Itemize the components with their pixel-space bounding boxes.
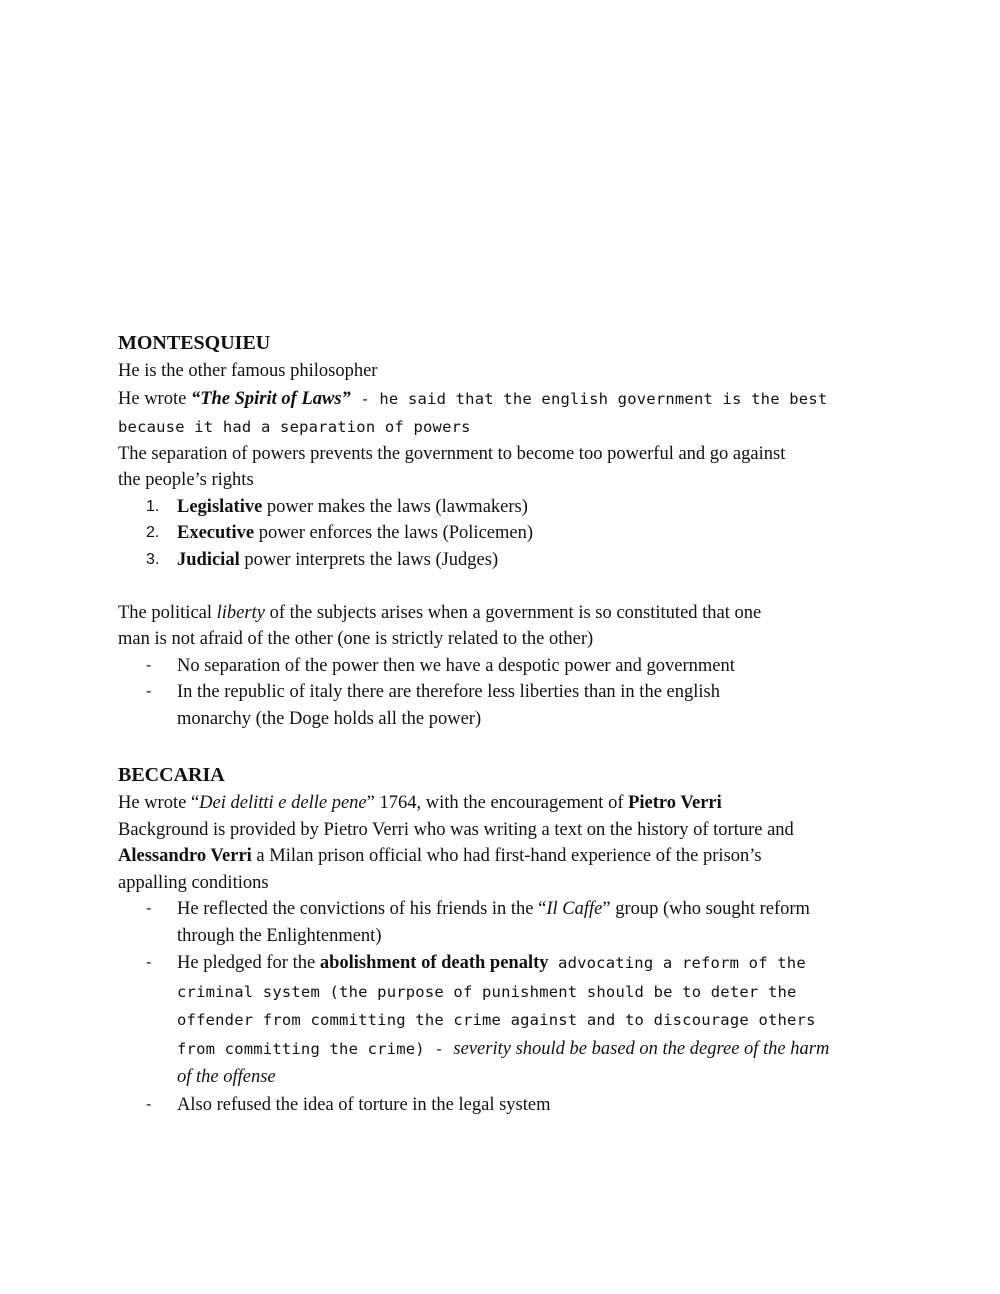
background-text: a Milan prison official who had first-hand experience of the prison’s [251, 846, 762, 866]
powers-list [118, 494, 888, 574]
bullet-mono-4: from committing the crime) - [177, 1039, 454, 1058]
bullet-text: In the republic of italy there are therefore less liberties than in the english [177, 682, 720, 702]
list-item [118, 653, 888, 680]
encourager-name: Pietro Verri [628, 793, 722, 813]
dash-marker: - [146, 1095, 152, 1113]
dash-marker: - [146, 954, 152, 971]
wrote-mid: ” 1764, with the encouragement of [366, 793, 629, 813]
wrote-prefix: He wrote [118, 388, 191, 409]
bullet-text-continued: through the Enlightenment) [177, 925, 382, 946]
list-marker: 3. [146, 550, 160, 568]
dash-marker: - [146, 656, 152, 674]
bullet-italic-1: severity should be based on the degree of the harm [453, 1038, 830, 1059]
section-heading-montesquieu: MONTESQUIEU [118, 332, 271, 354]
bullet-text-continued: monarchy (the Doge holds all the power) [177, 708, 482, 729]
power-text: power interprets the laws (Judges) [239, 549, 499, 570]
beccaria-bullets [118, 896, 888, 1118]
bullet-italic-2: of the offense [177, 1067, 276, 1087]
montesquieu-wrote-line-2 [118, 413, 888, 441]
list-item [118, 1092, 888, 1119]
liberty-line-1 [118, 600, 888, 627]
power-term: Legislative [177, 496, 263, 517]
wrote-note-1: - he said that the english government is the best [350, 389, 828, 408]
death-penalty-term: abolishment of death penalty [319, 953, 549, 973]
background-line-1: Background is provided by Pietro Verri who was writing a text on the history of torture and [118, 819, 794, 840]
liberty-text-b: of the subjects arises when a government is so constituted that one [264, 602, 762, 623]
section-heading-beccaria: BECCARIA [118, 764, 225, 786]
liberty-text-a: The political [118, 602, 217, 623]
power-text: power makes the laws (lawmakers) [262, 496, 528, 517]
bullet-mono-2: criminal system (the purpose of punishment should be to deter the [177, 982, 797, 1001]
separation-line-1: The separation of powers prevents the government to become too powerful and go against [118, 443, 786, 464]
bullet-text: Also refused the idea of torture in the legal system [177, 1094, 551, 1115]
bullet-text: ” group (who sought reform [602, 899, 810, 919]
bullet-text: He reflected the convictions of his friends in the “ [177, 899, 547, 919]
document-page [118, 328, 888, 1118]
liberty-word: liberty [216, 602, 265, 623]
alessandro-name: Alessandro Verri [118, 846, 252, 866]
list-item [118, 494, 888, 521]
list-item [118, 520, 888, 547]
wrote-prefix: He wrote “ [118, 793, 200, 813]
list-item [118, 896, 888, 949]
list-item [118, 949, 888, 1092]
background-line-2 [118, 843, 888, 870]
bullet-mono-3: offender from committing the crime against and to discourage others [177, 1011, 816, 1029]
list-marker: 2. [146, 524, 160, 541]
liberty-line-2: man is not afraid of the other (one is strictly related to the other) [118, 629, 594, 649]
power-term: Executive [177, 523, 255, 543]
power-term: Judicial [177, 549, 240, 570]
list-item [118, 679, 888, 732]
work-title-spirit-of-laws: “The Spirit of Laws” [190, 388, 351, 409]
power-text: power enforces the laws (Policemen) [254, 523, 533, 543]
bullet-text: He pledged for the [177, 953, 320, 973]
bullet-text: No separation of the power then we have a despotic power and government [177, 655, 735, 676]
dash-marker: - [146, 683, 152, 700]
background-line-3: appalling conditions [118, 872, 269, 893]
il-caffe: Il Caffe [546, 899, 603, 919]
separation-line-2: the people’s rights [118, 470, 254, 490]
list-item [118, 547, 888, 574]
montesquieu-intro: He is the other famous philosopher [118, 361, 378, 381]
dash-marker: - [146, 900, 152, 917]
spacer [118, 573, 888, 600]
list-marker: 1. [146, 497, 160, 515]
work-title-dei-delitti: Dei delitti e delle pene [199, 793, 367, 813]
beccaria-wrote-line [118, 790, 888, 817]
wrote-note-2: because it had a separation of powers [118, 417, 471, 436]
liberty-bullets [118, 653, 888, 733]
bullet-mono-1: advocating a reform of the [548, 954, 806, 972]
spacer [118, 732, 888, 760]
montesquieu-wrote-line [118, 385, 888, 413]
